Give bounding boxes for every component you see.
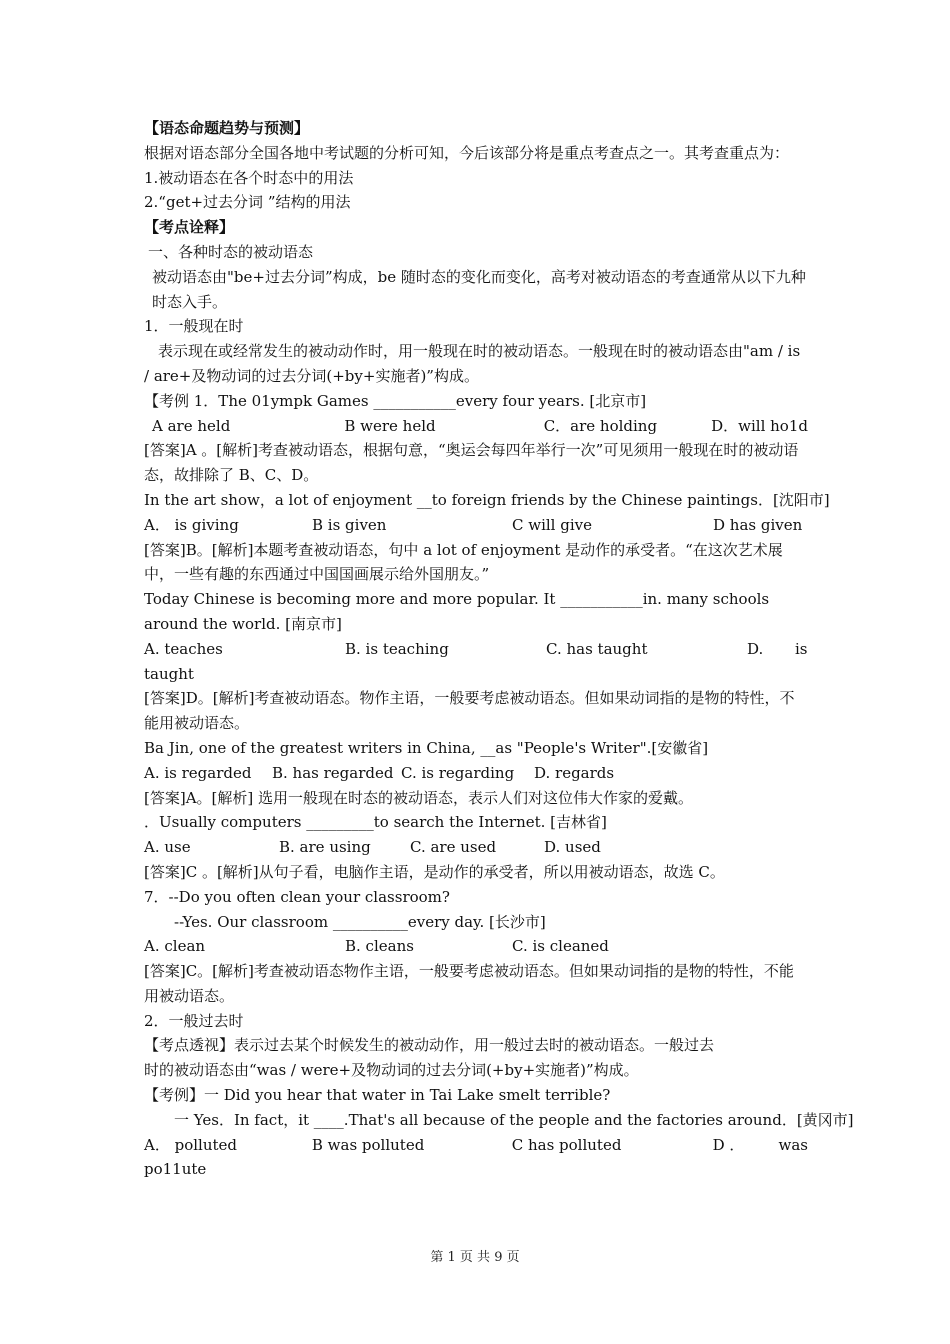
answer-3: [答案]D。[解析]考查被动语态。物作主语，一般要考虑被动语态。但如果动词指的是物的特性，不能用被动语态。 <box>144 689 795 733</box>
list-item: 2.“get+过去分词 ”结构的用法 <box>144 193 351 212</box>
option-a: A are held <box>152 416 231 435</box>
option-a: A. use <box>144 838 191 857</box>
question-4: Ba Jin, one of the greatest writers in China, __as "People's Writer".[安徽省] <box>144 738 709 757</box>
options-3 <box>144 637 808 662</box>
question-7-reply: 一 Yes．In fact，it ____.That's all because of the people and the factories around．[黄冈市] <box>174 1110 854 1129</box>
question-6: 7．--Do you often clean your classroom? <box>144 887 450 906</box>
option-c: C. is cleaned <box>512 937 609 956</box>
option-d: D．will ho1d <box>711 416 808 435</box>
list-item: 1.被动语态在各个时态中的用法 <box>144 168 354 187</box>
question-3: Today Chinese is becoming more and more popular. It ___________in. many schools around the world. [南京市] <box>144 590 770 633</box>
paragraph-past-continued: 时的被动语态由“was / were+及物动词的过去分词(+by+实施者)”构成。 <box>144 1061 639 1080</box>
option-d: D. used <box>544 838 601 857</box>
question-1: 【考例 1．The 01ympk Games ___________every four years. [北京市] <box>144 391 647 410</box>
answer-2: [答案]B。[解析]本题考查被动语态，句中 a lot of enjoyment 是动作的承受者。“在这次艺术展中，一些有趣的东西通过中国国画展示给外国朋友。” <box>144 540 783 584</box>
question-5: ．Usually computers _________to search the Internet. [吉林省] <box>144 813 607 832</box>
option-c: C. are used <box>410 838 497 857</box>
option-d: D ． <box>712 1135 745 1154</box>
options-4 <box>144 761 808 786</box>
document-body <box>144 116 854 1182</box>
options-7 <box>144 1133 808 1158</box>
option-c: C has polluted <box>511 1135 622 1154</box>
option-d-continued: po11ute <box>144 1160 207 1179</box>
options-1 <box>144 414 808 439</box>
option-a: A. teaches <box>144 639 223 658</box>
option-a: A． is giving <box>144 515 239 534</box>
answer-5: [答案]C 。[解析]从句子看，电脑作主语，是动作的承受者，所以用被动语态，故选 C。 <box>144 862 725 881</box>
option-d-text: was <box>778 1135 808 1154</box>
section-title: 一、各种时态的被动语态 <box>148 242 314 261</box>
heading-explanation: 【考点诠释】 <box>144 218 235 237</box>
page-footer: 第 1 页 共 9 页 <box>430 1250 520 1265</box>
paragraph-intro: 根据对语态部分全国各地中考试题的分析可知，今后该部分将是重点考查点之一。其考查重点为： <box>144 143 790 162</box>
question-7: 【考例】一 Did you hear that water in Tai Lake smelt terrible? <box>144 1086 611 1105</box>
option-b: B is given <box>312 515 387 534</box>
option-c: C. is regarding <box>401 763 515 782</box>
answer-4: [答案]A。[解析] 选用一般现在时态的被动语态，表示人们对这位伟大作家的爱戴。 <box>144 788 694 807</box>
paragraph-passive: 被动语态由"be+过去分词”构成，be 随时态的变化而变化，高考对被动语态的考查通常从以下九种时态入手。 <box>152 267 806 311</box>
option-a: A. clean <box>144 937 206 956</box>
option-d-text: is <box>795 639 808 658</box>
option-b: B. cleans <box>345 937 414 956</box>
option-b: B. is teaching <box>345 639 449 658</box>
heading-trend: 【语态命题趋势与预测】 <box>144 119 310 137</box>
option-c: C．are holding <box>543 416 658 435</box>
tense-title: 1．一般现在时 <box>144 317 244 336</box>
question-6-reply: --Yes. Our classroom __________every day. [长沙市] <box>174 912 546 931</box>
option-c: C. has taught <box>546 639 648 658</box>
paragraph-past: 【考点透视】表示过去某个时候发生的被动动作，用一般过去时的被动语态。一般过去 <box>144 1036 715 1055</box>
option-d: D. <box>747 639 764 658</box>
tense-title: 2．一般过去时 <box>144 1011 244 1030</box>
option-b: B was polluted <box>311 1135 425 1154</box>
answer-1: [答案]A 。[解析]考查被动语态，根据句意，“奥运会每四年举行一次”可见须用一般现在时的被动语态，故排除了 B、C、D。 <box>144 441 799 485</box>
question-2: In the art show，a lot of enjoyment __to foreign friends by the Chinese paintings．[沈阳市] <box>144 490 830 509</box>
answer-6: [答案]C。[解析]考查被动语态物作主语，一般要考虑被动语态。但如果动词指的是物的特性，不能用被动语态。 <box>144 962 794 1005</box>
option-b: B. has regarded <box>272 763 394 782</box>
option-c: C will give <box>512 515 592 534</box>
option-d: D. regards <box>534 763 615 782</box>
option-b: B. are using <box>279 838 371 857</box>
options-6 <box>144 934 808 959</box>
options-2 <box>144 513 808 538</box>
option-d: D has given <box>713 515 803 534</box>
option-b: B were held <box>344 416 436 435</box>
option-d-continued: taught <box>144 664 194 683</box>
option-a: A． polluted <box>144 1135 237 1154</box>
paragraph-present: 表示现在或经常发生的被动动作时，用一般现在时的被动语态。一般现在时的被动语态由"am / is / are+及物动词的过去分词(+by+实施者)”构成。 <box>144 342 801 385</box>
option-a: A. is regarded <box>144 763 252 782</box>
options-5 <box>144 835 808 860</box>
